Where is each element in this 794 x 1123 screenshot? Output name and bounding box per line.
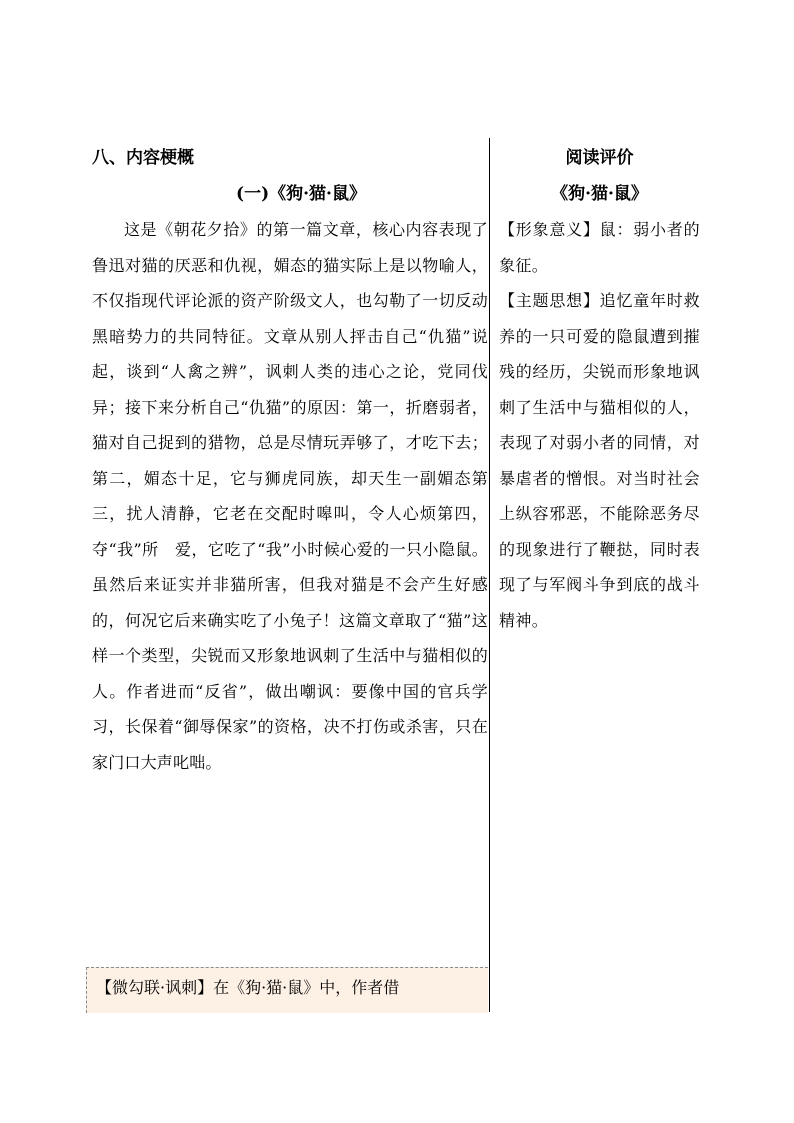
micro-link-text: 【微勾联·讽刺】在《狗·猫·鼠》中，作者借 — [96, 978, 400, 997]
summary-paragraph: 这是《朝花夕拾》的第一篇文章，核心内容表现了鲁迅对猫的厌恶和仇视，媚态的猫实际上是以物喻人，不仅指现代评论派的资产阶级文人，也勾勒了一切反动黑暗势力的共同特征。文章从别人抨击自己“仇猫”说起，谈到“人禽之辨”，讽刺人类的违心之论，党同伐异；接下来分析自己“仇猫”的原因：第一，折磨弱者，猫对自己捉到的猎物，总是尽情玩弄够了，才吃下去；第二，媚态十足，它与狮虎同族，却天生一副媚态第三，扰人清静，它老在交配时嗥叫，令人心烦第四，夺“我”所 爱，它吃了“我”小时候心爱的一只小隐鼠。虽然后来证实并非猫所害，但我对猫是不会产生好感的，何况它后来确实吃了小兔子！这篇文章取了“猫”这样一个类型，尖锐而又形象地讽刺了生活中与猫相似的人。作者进而“反省”，做出嘲讽：要像中国的官兵学习，长保着“御辱保家”的资格，决不打伤或杀害，只在家门口大声叱咄。 — [92, 220, 488, 772]
column-divider — [489, 138, 490, 1012]
micro-link-box — [86, 967, 488, 1013]
section-heading: 八、内容梗概 — [92, 148, 194, 168]
content-summary-column — [92, 140, 488, 780]
reading-evaluation-column — [499, 140, 700, 638]
theme-paragraph: 【主题思想】追忆童年时救养的一只可爱的隐鼠遭到摧残的经历，尖锐而形象地讽刺了生活中与猫相似的人，表现了对弱小者的同情，对暴虐者的憎恨。对当时社会上纵容邪恶，不能除恶务尽的现象进行了鞭挞，同时表现了与军阀斗争到底的战斗精神。 — [499, 291, 700, 630]
evaluation-article-title: 《狗·猫·鼠》 — [551, 184, 648, 204]
evaluation-heading: 阅读评价 — [565, 148, 634, 168]
image-meaning-paragraph: 【形象意义】鼠：弱小者的象征。 — [499, 220, 700, 275]
article-title: (一)《狗·猫·鼠》 — [236, 184, 366, 204]
